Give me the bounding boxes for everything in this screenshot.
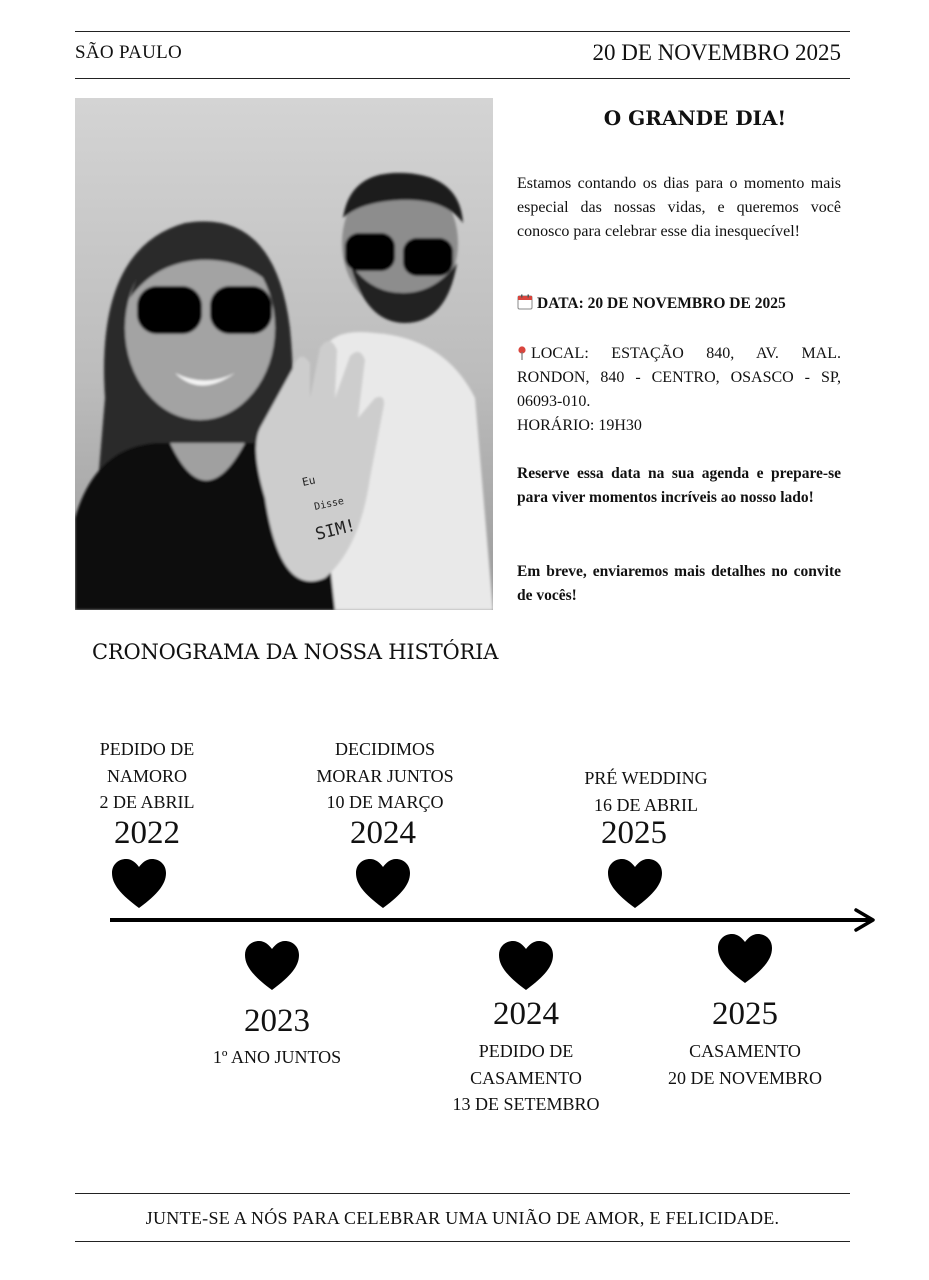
heart-icon bbox=[716, 933, 774, 985]
event-2024-proposal bbox=[426, 1038, 626, 1118]
event-2025-wedding bbox=[645, 1038, 845, 1091]
header-bottom-rule bbox=[75, 78, 850, 79]
event-2024-move-line-3: 10 DE MARÇO bbox=[326, 792, 444, 812]
heart-icon bbox=[497, 940, 555, 992]
heart-icon bbox=[110, 858, 168, 910]
year-2023: 2023 bbox=[244, 1003, 310, 1039]
timeline-title: CRONOGRAMA DA NOSSA HISTÓRIA bbox=[92, 640, 499, 664]
event-2023 bbox=[177, 1044, 377, 1071]
event-2024-move-line-2: MORAR JUNTOS bbox=[316, 765, 454, 786]
year-2024-bottom: 2024 bbox=[493, 996, 559, 1032]
footer-top-rule bbox=[75, 1193, 850, 1194]
timeline-arrow bbox=[110, 906, 880, 936]
event-2022-line-1: PEDIDO DE bbox=[99, 739, 195, 759]
header-city: SÃO PAULO bbox=[75, 42, 183, 63]
couple-photo bbox=[75, 98, 493, 610]
header-top-rule bbox=[75, 31, 850, 32]
event-2022 bbox=[67, 736, 227, 816]
footer-bottom-rule bbox=[75, 1241, 850, 1242]
event-2025-prewedding-line-2: 16 DE ABRIL bbox=[593, 794, 698, 815]
intro-title: O GRANDE DIA! bbox=[603, 106, 787, 130]
location-line bbox=[517, 342, 841, 414]
heart-icon bbox=[354, 858, 412, 910]
footer-text: JUNTE-SE A NÓS PARA CELEBRAR UMA UNIÃO DE AMOR, E FELICIDADE. bbox=[145, 1208, 780, 1228]
hand-text-3: SIM! bbox=[313, 515, 358, 545]
event-2022-line-2: NAMORO bbox=[106, 765, 187, 786]
event-2024-move bbox=[295, 736, 475, 816]
year-2024-top: 2024 bbox=[350, 815, 416, 851]
heart-icon bbox=[606, 858, 664, 910]
calendar-icon bbox=[517, 294, 533, 310]
pin-icon bbox=[517, 346, 527, 360]
date-line-text: DATA: 20 DE NOVEMBRO DE 2025 bbox=[537, 295, 786, 312]
event-2023-line-1: 1º ANO JUNTOS bbox=[212, 1047, 342, 1067]
time-line: HORÁRIO: 19H30 bbox=[517, 417, 642, 434]
header-date: 20 DE NOVEMBRO 2025 bbox=[592, 40, 841, 65]
event-2025-wedding-line-2: 20 DE NOVEMBRO bbox=[667, 1067, 822, 1088]
year-2025-bottom: 2025 bbox=[712, 996, 778, 1032]
hand-text-1: Eu bbox=[300, 473, 317, 489]
year-2025-top: 2025 bbox=[601, 815, 667, 851]
soon-text: Em breve, enviaremos mais detalhes no convite de vocês! bbox=[517, 563, 841, 604]
heart-icon bbox=[243, 940, 301, 992]
event-2024-proposal-line-3: 13 DE SETEMBRO bbox=[452, 1094, 600, 1114]
date-line bbox=[517, 292, 841, 316]
location-text: LOCAL: ESTAÇÃO 840, AV. MAL. RONDON, 840 - CENTRO, OSASCO - SP, 06093-010. bbox=[517, 345, 841, 410]
intro-paragraph: Estamos contando os dias para o momento mais especial das nossas vidas, e queremos você conosco para celebrar esse dia inesquecível! bbox=[517, 175, 841, 240]
year-2022: 2022 bbox=[114, 815, 180, 851]
hand-text-2: Disse bbox=[313, 495, 346, 513]
event-2025-prewedding bbox=[556, 765, 736, 818]
event-2025-wedding-line-1: CASAMENTO bbox=[689, 1041, 801, 1061]
event-2024-proposal-line-2: CASAMENTO bbox=[470, 1067, 582, 1088]
event-2025-prewedding-line-1: PRÉ WEDDING bbox=[584, 768, 708, 788]
event-2022-line-3: 2 DE ABRIL bbox=[99, 792, 195, 812]
event-2024-proposal-line-1: PEDIDO DE bbox=[478, 1041, 574, 1061]
event-2024-move-line-1: DECIDIMOS bbox=[334, 739, 435, 759]
reserve-text: Reserve essa data na sua agenda e prepare-se para viver momentos incríveis ao nosso lado! bbox=[517, 465, 841, 506]
